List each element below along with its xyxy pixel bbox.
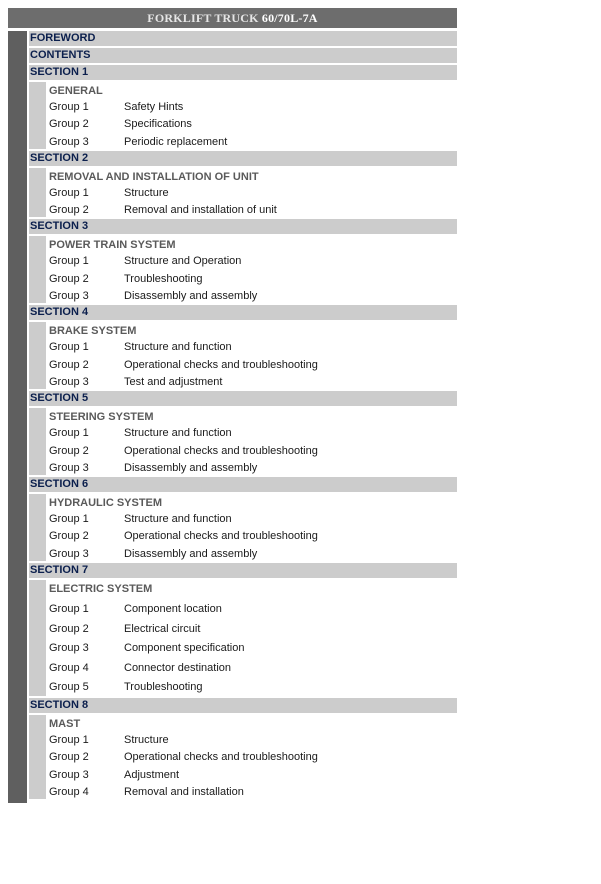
group-row[interactable] [49, 659, 457, 679]
section-header[interactable]: SECTION 6 [29, 477, 457, 492]
group-row[interactable] [49, 374, 457, 391]
group-number: Group 4 [49, 661, 89, 674]
foreword-link[interactable]: FOREWORD [29, 31, 457, 46]
manual-title: FORKLIFT TRUCK [147, 11, 259, 25]
system-title: HYDRAULIC SYSTEM [49, 497, 163, 510]
section-body [29, 408, 457, 477]
section-header[interactable]: SECTION 7 [29, 563, 457, 578]
group-title-link[interactable]: Disassembly and assembly [124, 461, 258, 474]
group-row[interactable] [49, 288, 457, 305]
section-body [29, 580, 457, 698]
group-number: Group 5 [49, 681, 89, 694]
group-title-link[interactable]: Connector destination [124, 661, 232, 674]
section-rail [29, 580, 46, 696]
section-header[interactable]: SECTION 1 [29, 65, 457, 80]
group-title-link[interactable]: Operational checks and troubleshooting [124, 444, 318, 457]
group-row[interactable] [49, 639, 457, 659]
group-title-link[interactable]: Test and adjustment [124, 375, 223, 388]
group-number: Group 3 [49, 290, 89, 303]
system-title: POWER TRAIN SYSTEM [49, 239, 176, 252]
group-number: Group 1 [49, 186, 89, 199]
group-title-link[interactable]: Removal and installation [124, 785, 244, 798]
group-title-link[interactable]: Operational checks and troubleshooting [124, 530, 318, 543]
group-number: Group 2 [49, 272, 89, 285]
group-title-link[interactable]: Structure and function [124, 341, 232, 354]
group-row[interactable] [49, 116, 457, 133]
group-number: Group 2 [49, 358, 89, 371]
group-number: Group 1 [49, 341, 89, 354]
group-row[interactable] [49, 202, 457, 219]
group-title-link[interactable]: Electrical circuit [124, 622, 201, 635]
group-number: Group 1 [49, 255, 89, 268]
group-row[interactable] [49, 253, 457, 270]
group-row[interactable] [49, 528, 457, 545]
section-rail [29, 82, 46, 149]
section-body [29, 236, 457, 305]
group-row[interactable] [49, 511, 457, 528]
section-body [29, 322, 457, 391]
section-rail [29, 322, 46, 389]
group-row[interactable] [49, 185, 457, 202]
system-title: REMOVAL AND INSTALLATION OF UNIT [49, 170, 259, 183]
group-title-link[interactable]: Structure [124, 734, 169, 747]
group-number: Group 1 [49, 101, 89, 113]
system-title: STEERING SYSTEM [49, 411, 154, 424]
group-number: Group 3 [49, 375, 89, 388]
system-title: BRAKE SYSTEM [49, 325, 137, 338]
group-row[interactable] [49, 600, 457, 620]
group-title-link[interactable]: Structure [124, 186, 169, 199]
model-number: 60/70L-7A [261, 11, 318, 25]
section-header[interactable]: SECTION 8 [29, 698, 457, 713]
section-header[interactable]: SECTION 2 [29, 151, 457, 166]
group-title-link[interactable]: Structure and function [124, 427, 232, 440]
left-rail [8, 31, 27, 803]
group-title-link[interactable]: Operational checks and troubleshooting [124, 751, 318, 764]
system-title: ELECTRIC SYSTEM [49, 583, 153, 596]
group-row[interactable] [49, 339, 457, 356]
group-title-link[interactable]: Safety Hints [124, 101, 184, 113]
group-title-link[interactable]: Disassembly and assembly [124, 547, 258, 560]
system-title: MAST [49, 718, 81, 731]
group-title-link[interactable]: Periodic replacement [124, 135, 228, 148]
group-number: Group 2 [49, 118, 89, 131]
group-number: Group 3 [49, 642, 89, 655]
group-number: Group 2 [49, 444, 89, 457]
system-title: GENERAL [49, 85, 103, 97]
section-header[interactable]: SECTION 3 [29, 219, 457, 234]
section-body [29, 494, 457, 563]
group-number: Group 2 [49, 622, 89, 635]
group-number: Group 1 [49, 513, 89, 526]
section-header[interactable]: SECTION 4 [29, 305, 457, 320]
contents-link[interactable]: CONTENTS [29, 48, 457, 63]
group-row[interactable] [49, 425, 457, 442]
section-rail [29, 408, 46, 475]
group-number: Group 3 [49, 461, 89, 474]
table-of-contents [8, 31, 457, 803]
group-title-link[interactable]: Structure and function [124, 513, 232, 526]
section-rail [29, 236, 46, 303]
group-row[interactable] [49, 134, 457, 151]
group-title-link[interactable]: Troubleshooting [124, 681, 203, 694]
group-row[interactable] [49, 767, 457, 784]
group-title-link[interactable]: Structure and Operation [124, 255, 242, 268]
group-row[interactable] [49, 99, 457, 116]
group-row[interactable] [49, 749, 457, 766]
section-header[interactable]: SECTION 5 [29, 391, 457, 406]
group-row[interactable] [49, 546, 457, 563]
group-title-link[interactable]: Component location [124, 603, 222, 616]
group-row[interactable] [49, 678, 457, 698]
section-rail [29, 168, 46, 218]
section-body [29, 168, 457, 220]
group-title-link[interactable]: Troubleshooting [124, 272, 203, 285]
group-row[interactable] [49, 357, 457, 374]
group-number: Group 2 [49, 530, 89, 543]
group-row[interactable] [49, 732, 457, 749]
section-body [29, 715, 457, 801]
section-body [29, 82, 457, 151]
group-title-link[interactable]: Removal and installation of unit [124, 204, 277, 217]
group-title-link[interactable]: Disassembly and assembly [124, 290, 258, 303]
manual-title-bar [8, 8, 457, 28]
group-row[interactable] [49, 784, 457, 801]
group-title-link[interactable]: Adjustment [124, 768, 180, 781]
group-number: Group 3 [49, 135, 89, 148]
group-title-link[interactable]: Specifications [124, 118, 192, 131]
group-number: Group 4 [49, 785, 89, 798]
section-rail [29, 494, 46, 561]
group-row[interactable] [49, 460, 457, 477]
group-title-link[interactable]: Operational checks and troubleshooting [124, 358, 318, 371]
group-number: Group 1 [49, 603, 89, 616]
group-number: Group 2 [49, 751, 89, 764]
group-title-link[interactable]: Component specification [124, 642, 245, 655]
group-number: Group 1 [49, 427, 89, 440]
group-number: Group 2 [49, 204, 89, 217]
toc-content [29, 31, 457, 801]
group-number: Group 3 [49, 547, 89, 560]
group-row[interactable] [49, 443, 457, 460]
group-row[interactable] [49, 620, 457, 640]
group-number: Group 3 [49, 768, 89, 781]
section-rail [29, 715, 46, 799]
group-number: Group 1 [49, 734, 89, 747]
group-row[interactable] [49, 271, 457, 288]
